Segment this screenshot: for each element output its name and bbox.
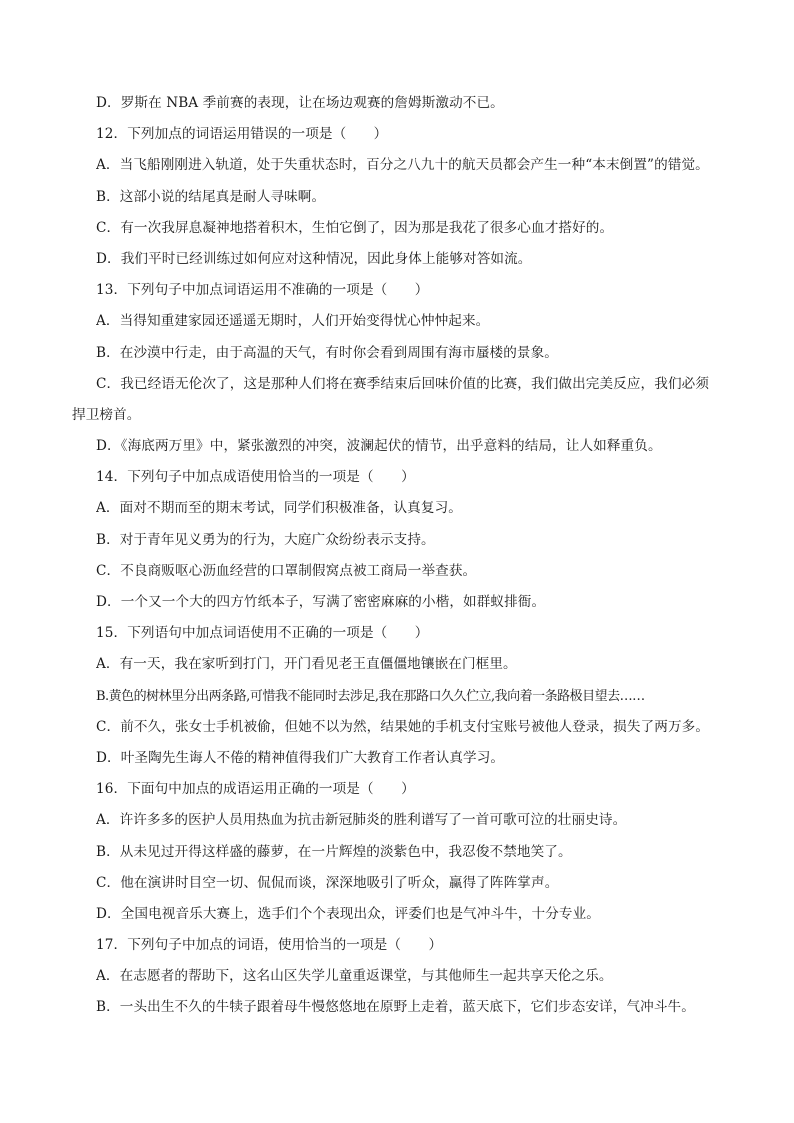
option-line: A．面对不期而至的期末考试，同学们积极准备，认真复习。 <box>96 500 462 517</box>
option-line: C．他在演讲时目空一切、侃侃而谈，深深地吸引了听众，赢得了阵阵掌声。 <box>96 874 559 891</box>
option-line: A．当飞船刚刚进入轨道，处于失重状态时，百分之八九十的航天员都会产生一种“本末倒置”的错觉。 <box>96 157 709 174</box>
option-line: D．一个又一个大的四方竹纸本子，写满了密密麻麻的小楷，如群蚁排衙。 <box>96 594 546 610</box>
option-line: D．罗斯在 NBA 季前赛的表现，让在场边观赛的詹姆斯激动不已。 <box>96 95 504 111</box>
option-line: A．有一天，我在家听到打门，开门看见老王直僵僵地镶嵌在门框里。 <box>96 656 517 673</box>
option-line: B．这部小说的结尾真是耐人寻味啊。 <box>96 188 326 205</box>
question-16-stem: 16．下面句中加点的成语运用正确的一项是（ ） <box>96 781 415 798</box>
question-13-stem: 13．下列句子中加点词语运用不准确的一项是（ ） <box>96 282 429 299</box>
option-line: D．《海底两万里》中，紧张激烈的冲突，波澜起伏的情节，出乎意料的结局，让人如释重负。 <box>96 438 662 455</box>
option-line: B.黄色的树林里分出两条路,可惜我不能同时去涉足,我在那路口久久伫立,我向着一条路极目望去…… <box>96 688 645 704</box>
question-17-stem: 17．下列句子中加点的词语，使用恰当的一项是（ ） <box>96 937 443 954</box>
option-line: D．全国电视音乐大赛上，选手们个个表现出众，评委们也是气冲斗牛，十分专业。 <box>96 905 600 922</box>
option-line: C．有一次我屏息凝神地搭着积木，生怕它倒了，因为那是我花了很多心血才搭好的。 <box>96 219 614 236</box>
option-line: B．在沙漠中行走，由于高温的天气，有时你会看到周围有海市蜃楼的景象。 <box>96 344 558 361</box>
question-14-stem: 14．下列句子中加点成语使用恰当的一项是（ ） <box>96 469 415 486</box>
option-line: C．我已经语无伦次了，这是那种人们将在赛季结束后回味价值的比赛，我们做出完美反应，我们必须 <box>96 375 710 392</box>
option-line: C．不良商贩呕心沥血经营的口罩制假窝点被工商局一举查获。 <box>96 562 477 579</box>
question-15-stem: 15．下列语句中加点词语使用不正确的一项是（ ） <box>96 625 429 642</box>
option-line: C．前不久，张女士手机被偷，但她不以为然，结果她的手机支付宝账号被他人登录，损失了两万多。 <box>96 718 710 735</box>
option-line: B．一头出生不久的牛犊子跟着母牛慢悠悠地在原野上走着，蓝天底下，它们步态安详，气冲斗牛。 <box>96 999 695 1016</box>
option-line: B．对于青年见义勇为的行为，大庭广众纷纷表示支持。 <box>96 531 435 548</box>
question-12-stem: 12．下列加点的词语运用错误的一项是（ ） <box>96 126 388 143</box>
option-line: A．当得知重建家园还遥遥无期时，人们开始变得忧心忡忡起来。 <box>96 313 490 330</box>
option-line: A．在志愿者的帮助下，这名山区失学儿童重返课堂，与其他师生一起共享天伦之乐。 <box>96 968 613 985</box>
option-line: D．叶圣陶先生诲人不倦的精神值得我们广大教育工作者认真学习。 <box>96 749 505 766</box>
option-line: A．许许多多的医护人员用热血为抗击新冠肺炎的胜利谱写了一首可歌可泣的壮丽史诗。 <box>96 812 627 829</box>
document-page <box>0 88 794 1024</box>
option-line: B．从未见过开得这样盛的藤萝，在一片辉煌的淡紫色中，我忍俊不禁地笑了。 <box>96 843 572 860</box>
option-line: D．我们平时已经训练过如何应对这种情况，因此身体上能够对答如流。 <box>96 250 532 267</box>
option-line-continuation: 捍卫榜首。 <box>72 406 141 423</box>
